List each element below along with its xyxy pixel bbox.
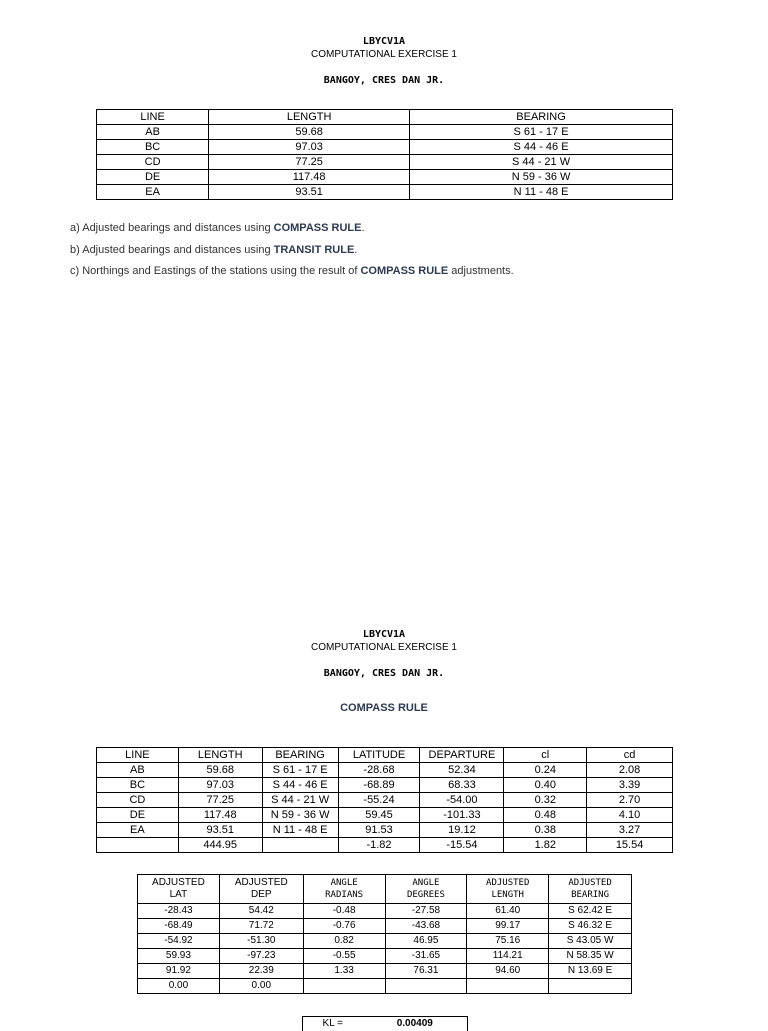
col-header <box>303 875 385 904</box>
cell: EA <box>97 185 209 200</box>
cell: 1.33 <box>303 964 385 979</box>
cell: 91.92 <box>138 964 220 979</box>
cell <box>467 979 549 994</box>
cell: N 11 - 48 E <box>410 185 673 200</box>
header-line: LAT <box>170 889 188 900</box>
table-row <box>138 919 632 934</box>
cell: N 13.69 E <box>549 964 632 979</box>
cell <box>97 838 179 853</box>
table-row <box>97 823 673 838</box>
table-row <box>138 949 632 964</box>
cell: 59.93 <box>138 949 220 964</box>
col-header <box>219 875 303 904</box>
cell: EA <box>97 823 179 838</box>
question-emphasis: COMPASS RULE <box>274 222 362 234</box>
cell: 114.21 <box>467 949 549 964</box>
cell: S 61 - 17 E <box>262 763 338 778</box>
cell: 61.40 <box>467 904 549 919</box>
question-text: c) Northings and Eastings of the stations using the result of <box>70 265 360 277</box>
adjusted-values-table <box>137 874 632 994</box>
col-header <box>138 875 220 904</box>
cell: 71.72 <box>219 919 303 934</box>
header-line: ADJUSTED <box>235 877 288 888</box>
col-header <box>385 875 467 904</box>
cell: 15.54 <box>587 838 673 853</box>
cell: -43.68 <box>385 919 467 934</box>
cell: 94.60 <box>467 964 549 979</box>
cell: 93.51 <box>209 185 410 200</box>
author-name: BANGOY, CRES DAN JR. <box>0 75 768 86</box>
cell: 91.53 <box>338 823 420 838</box>
cell: 19.12 <box>420 823 504 838</box>
cell: 77.25 <box>209 155 410 170</box>
question-suffix: . <box>361 222 364 234</box>
cell: 0.82 <box>303 934 385 949</box>
cell: 77.25 <box>178 793 262 808</box>
course-code: LBYCV1A <box>0 629 768 640</box>
cell: 99.17 <box>467 919 549 934</box>
col-header: cl <box>504 748 587 763</box>
cell: 1.82 <box>504 838 587 853</box>
cell: -97.23 <box>219 949 303 964</box>
cell: 0.00 <box>138 979 220 994</box>
question-suffix: adjustments. <box>448 265 513 277</box>
header-line: BEARING <box>571 890 609 900</box>
col-header: BEARING <box>262 748 338 763</box>
cell: 3.27 <box>587 823 673 838</box>
header-line: ANGLE <box>331 878 358 888</box>
cell: 0.38 <box>504 823 587 838</box>
table-row <box>138 934 632 949</box>
header-line: DEP <box>251 889 272 900</box>
cell: 46.95 <box>385 934 467 949</box>
cell <box>262 838 338 853</box>
cell: 444.95 <box>178 838 262 853</box>
header-line: LENGTH <box>491 890 524 900</box>
cell: 59.68 <box>209 125 410 140</box>
cell: -51.30 <box>219 934 303 949</box>
cell: -68.89 <box>338 778 420 793</box>
table-row <box>97 125 673 140</box>
cell: 97.03 <box>209 140 410 155</box>
cell: S 46.32 E <box>549 919 632 934</box>
table-row <box>138 964 632 979</box>
cell: 2.70 <box>587 793 673 808</box>
cell: -54.00 <box>420 793 504 808</box>
kl-label: KL = <box>303 1017 363 1031</box>
cell: -31.65 <box>385 949 467 964</box>
exercise-title: COMPUTATIONAL EXERCISE 1 <box>0 49 768 60</box>
col-header <box>549 875 632 904</box>
cell: CD <box>97 793 179 808</box>
header-line: ADJUSTED <box>152 877 205 888</box>
table-row <box>97 185 673 200</box>
cell: S 44 - 46 E <box>262 778 338 793</box>
cell: 54.42 <box>219 904 303 919</box>
cell: -0.76 <box>303 919 385 934</box>
cell: DE <box>97 170 209 185</box>
col-header: LENGTH <box>178 748 262 763</box>
question-emphasis: COMPASS RULE <box>360 265 448 277</box>
cell: S 62.42 E <box>549 904 632 919</box>
cell: DE <box>97 808 179 823</box>
question-suffix: . <box>354 244 357 256</box>
cell: 0.48 <box>504 808 587 823</box>
cell: -15.54 <box>420 838 504 853</box>
col-header: LATITUDE <box>338 748 420 763</box>
compass-rule-table <box>96 747 673 853</box>
table-row <box>97 808 673 823</box>
header-line: DEGREES <box>407 890 445 900</box>
cell: -1.82 <box>338 838 420 853</box>
cell: BC <box>97 140 209 155</box>
cell: N 59 - 36 W <box>262 808 338 823</box>
table-row <box>97 778 673 793</box>
cell: CD <box>97 155 209 170</box>
header-line: ADJUSTED <box>568 878 611 888</box>
cell: S 61 - 17 E <box>410 125 673 140</box>
table-row <box>97 763 673 778</box>
cell: N 58.35 W <box>549 949 632 964</box>
cell <box>549 979 632 994</box>
cell: 59.68 <box>178 763 262 778</box>
totals-row <box>138 979 632 994</box>
course-code: LBYCV1A <box>0 36 768 47</box>
question-b <box>70 244 357 256</box>
cell: -27.58 <box>385 904 467 919</box>
cell: S 44 - 21 W <box>262 793 338 808</box>
totals-row <box>97 838 673 853</box>
cell: 4.10 <box>587 808 673 823</box>
cell: 2.08 <box>587 763 673 778</box>
cell: -28.43 <box>138 904 220 919</box>
cell: 76.31 <box>385 964 467 979</box>
given-data-table <box>96 109 673 200</box>
question-a <box>70 222 365 234</box>
question-c <box>70 265 514 277</box>
cell: 0.24 <box>504 763 587 778</box>
col-header <box>467 875 549 904</box>
cell: 59.45 <box>338 808 420 823</box>
table-row <box>97 155 673 170</box>
cell: -55.24 <box>338 793 420 808</box>
kl-value: 0.00409 <box>363 1017 468 1031</box>
header-line: RADIANS <box>325 890 363 900</box>
cell: 0.32 <box>504 793 587 808</box>
cell: 0.40 <box>504 778 587 793</box>
exercise-title: COMPUTATIONAL EXERCISE 1 <box>0 642 768 653</box>
col-header: LINE <box>97 748 179 763</box>
cell: N 59 - 36 W <box>410 170 673 185</box>
cell: 52.34 <box>420 763 504 778</box>
cell: 22.39 <box>219 964 303 979</box>
cell: 68.33 <box>420 778 504 793</box>
cell: BC <box>97 778 179 793</box>
col-header: LENGTH <box>209 110 410 125</box>
author-name: BANGOY, CRES DAN JR. <box>0 668 768 679</box>
col-header: BEARING <box>410 110 673 125</box>
table-row <box>97 793 673 808</box>
table-row <box>97 140 673 155</box>
header-line: ADJUSTED <box>486 878 529 888</box>
cell: S 44 - 21 W <box>410 155 673 170</box>
cell: S 44 - 46 E <box>410 140 673 155</box>
col-header: cd <box>587 748 673 763</box>
question-text: b) Adjusted bearings and distances using <box>70 244 274 256</box>
cell: S 43.05 W <box>549 934 632 949</box>
cell: 93.51 <box>178 823 262 838</box>
cell: AB <box>97 125 209 140</box>
cell: 0.00 <box>219 979 303 994</box>
cell <box>385 979 467 994</box>
cell: 75.16 <box>467 934 549 949</box>
cell: 97.03 <box>178 778 262 793</box>
cell: 117.48 <box>209 170 410 185</box>
cell <box>303 979 385 994</box>
header-line: ANGLE <box>412 878 439 888</box>
cell: -0.55 <box>303 949 385 964</box>
table-row <box>97 170 673 185</box>
cell: AB <box>97 763 179 778</box>
cell: 3.39 <box>587 778 673 793</box>
cell: -0.48 <box>303 904 385 919</box>
question-text: a) Adjusted bearings and distances using <box>70 222 274 234</box>
cell: -28.68 <box>338 763 420 778</box>
cell: 117.48 <box>178 808 262 823</box>
cell: N 11 - 48 E <box>262 823 338 838</box>
cell: -54.92 <box>138 934 220 949</box>
cell: -101.33 <box>420 808 504 823</box>
col-header: DEPARTURE <box>420 748 504 763</box>
table-row <box>138 904 632 919</box>
cell: -68.49 <box>138 919 220 934</box>
question-emphasis: TRANSIT RULE <box>274 244 355 256</box>
col-header: LINE <box>97 110 209 125</box>
section-title: COMPASS RULE <box>0 702 768 714</box>
